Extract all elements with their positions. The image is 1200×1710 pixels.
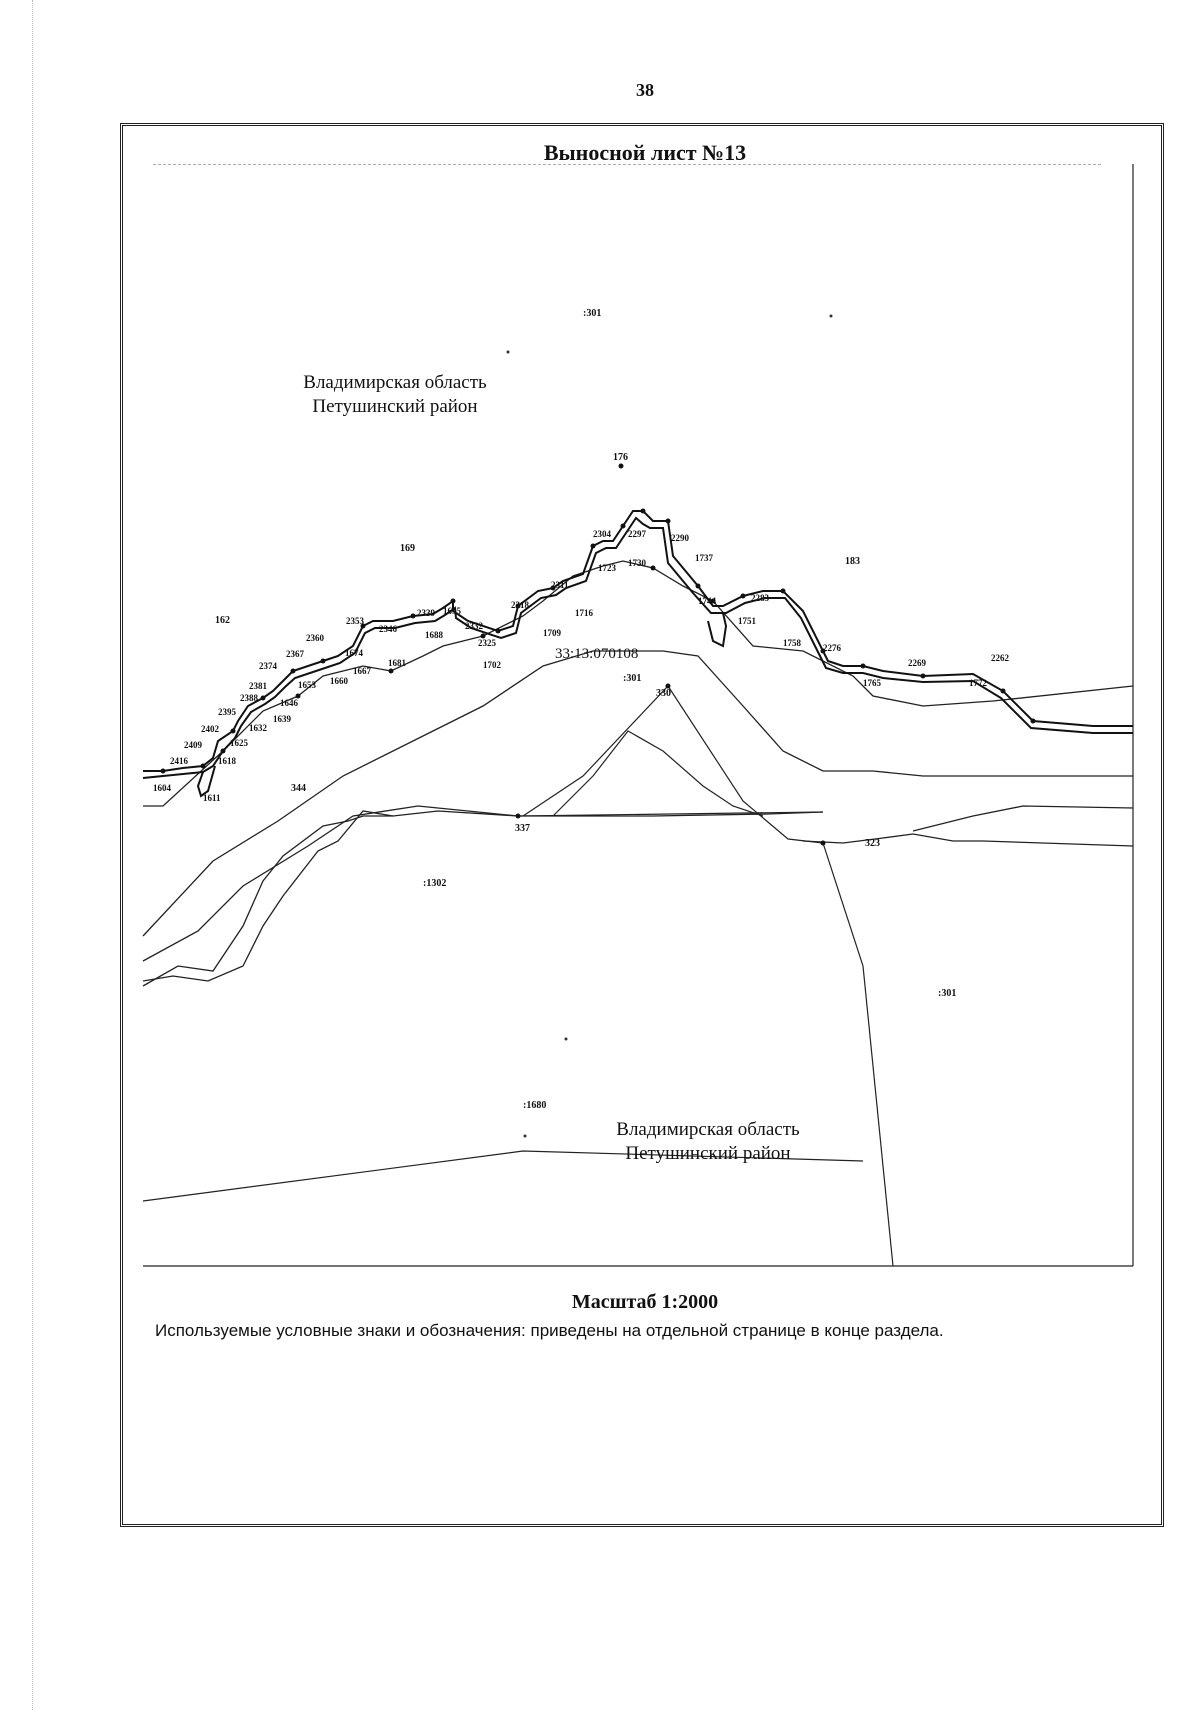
point-label: 1667 — [353, 666, 371, 676]
point-label: 2353 — [346, 616, 364, 626]
outer-point-labels — [215, 452, 880, 849]
point-label: 1730 — [628, 558, 646, 568]
point-label: 2269 — [908, 658, 926, 668]
point-label: 1765 — [863, 678, 881, 688]
point-label: 1744 — [698, 596, 716, 606]
point-label: 2276 — [823, 643, 841, 653]
point-label: 1702 — [483, 660, 501, 670]
point-label: 2402 — [201, 724, 219, 734]
map-sheet — [120, 123, 1164, 1527]
parcel-330-ridge — [523, 686, 823, 843]
point-label: 183 — [845, 556, 860, 567]
vertex-dot — [696, 584, 701, 589]
vertex-dot — [496, 629, 501, 634]
point-label: 1653 — [298, 680, 316, 690]
point-label: 1604 — [153, 783, 171, 793]
vertex-dot — [591, 544, 596, 549]
vertex-dot — [861, 664, 866, 669]
parcel-lines — [143, 686, 893, 1266]
parcel-boundary-1302-301 — [823, 843, 893, 1266]
point-label: 1716 — [575, 608, 593, 618]
vertex-dot — [291, 669, 296, 674]
boundary-south-east — [803, 834, 1133, 846]
vertex-dot — [741, 594, 746, 599]
point-label: 330 — [656, 688, 671, 699]
outer-boundaries — [143, 561, 1133, 986]
point-label: 1639 — [273, 714, 291, 724]
map-frame — [143, 164, 1133, 1266]
parcel-labels — [423, 308, 956, 1111]
point-label: 2395 — [218, 707, 236, 717]
boundary-east-far — [913, 806, 1133, 831]
stray-dots — [507, 315, 833, 1138]
map-dot — [830, 315, 833, 318]
sheet-title: Выносной лист №13 — [543, 140, 747, 165]
point-label: 2297 — [628, 529, 646, 539]
parcel-label: :301 — [938, 988, 957, 999]
vertex-dot — [781, 589, 786, 594]
vertex-dot — [619, 464, 624, 469]
outer-boundary-south-1 — [143, 806, 823, 961]
region-name: Владимирская область — [616, 1119, 800, 1140]
parcel-330-inner — [553, 731, 763, 816]
point-label: 1758 — [783, 638, 801, 648]
inner-track-loop-east — [708, 613, 726, 646]
point-label: 323 — [865, 838, 880, 849]
point-label: 2367 — [286, 649, 304, 659]
parcel-label: :301 — [583, 308, 602, 319]
vertex-dot — [321, 659, 326, 664]
point-label: 1709 — [543, 628, 561, 638]
point-label: 1723 — [598, 563, 616, 573]
vertex-dot — [389, 669, 394, 674]
point-label: 2262 — [991, 653, 1009, 663]
map-dot — [565, 1038, 568, 1041]
page-number: 38 — [636, 80, 654, 100]
point-label: 2311 — [551, 580, 569, 590]
point-label: 2409 — [184, 740, 202, 750]
vertex-dot — [641, 509, 646, 514]
point-label: 2346 — [379, 624, 397, 634]
point-label: 1688 — [425, 630, 443, 640]
cadastral-map — [123, 126, 1167, 1286]
point-label: 1611 — [203, 793, 221, 803]
inner-track-line-a — [143, 511, 1133, 771]
point-label: 344 — [291, 783, 306, 794]
legend-note: Используемые условные знаки и обозначения: приведены на отдельной странице в конце раздела. — [155, 1321, 944, 1340]
point-label: 169 — [400, 543, 415, 554]
point-label: 2374 — [259, 661, 277, 671]
point-label: 176 — [613, 452, 628, 463]
vertex-dot — [411, 614, 416, 619]
outer-boundary-south-2 — [143, 816, 393, 986]
map-dot — [507, 351, 510, 354]
point-label: 2360 — [306, 633, 324, 643]
region-label-bottom — [598, 1118, 818, 1166]
point-label: 1772 — [969, 678, 987, 688]
cadastral-quarter-number: 33:13:070108 — [555, 646, 639, 662]
vertex-dot — [821, 841, 826, 846]
vertex-dot — [221, 749, 226, 754]
point-label: 1618 — [218, 756, 236, 766]
parcel-label: :301 — [623, 673, 642, 684]
region-label-top — [285, 371, 505, 419]
map-scale: Масштаб 1:2000 — [571, 1291, 719, 1313]
vertex-dot — [516, 814, 521, 819]
outer-boundary-parcel-1302 — [143, 811, 518, 981]
point-label: 1737 — [695, 553, 713, 563]
vertex-dot — [161, 769, 166, 774]
point-label: 2339 — [417, 608, 435, 618]
point-label: 162 — [215, 615, 230, 626]
vertex-dot — [1031, 719, 1036, 724]
point-label: 1660 — [330, 676, 348, 686]
point-label: 2318 — [511, 600, 529, 610]
district-name: Петушинский район — [625, 1143, 791, 1164]
vertex-dot — [231, 729, 236, 734]
point-label: 1646 — [280, 698, 298, 708]
point-label: 2388 — [240, 693, 258, 703]
vertex-dot — [651, 566, 656, 571]
vertex-dot — [1001, 689, 1006, 694]
page-margin-line — [32, 0, 33, 1710]
point-label: 1632 — [249, 723, 267, 733]
point-label: 1625 — [230, 738, 248, 748]
parcel-label: :1680 — [523, 1100, 547, 1111]
inner-point-labels — [153, 529, 1010, 803]
point-label: 337 — [515, 823, 530, 834]
point-label: 2325 — [478, 638, 496, 648]
vertex-dot — [621, 524, 626, 529]
point-label: 1695 — [443, 606, 461, 616]
vertex-dot — [201, 764, 206, 769]
vertex-dot — [666, 519, 671, 524]
point-label: 2283 — [751, 593, 769, 603]
vertex-dot — [921, 674, 926, 679]
vertex-dot — [451, 599, 456, 604]
point-label: 2304 — [593, 529, 611, 539]
vertex-dot — [261, 696, 266, 701]
district-name: Петушинский район — [312, 396, 478, 417]
point-label: 1674 — [345, 648, 363, 658]
point-label: 1681 — [388, 658, 406, 668]
region-name: Владимирская область — [303, 372, 487, 393]
map-dot — [524, 1135, 527, 1138]
parcel-label: :1302 — [423, 878, 447, 889]
point-label: 2381 — [249, 681, 267, 691]
point-label: 2416 — [170, 756, 188, 766]
point-label: 2290 — [671, 533, 689, 543]
point-label: 2332 — [465, 621, 483, 631]
point-label: 1751 — [738, 616, 756, 626]
